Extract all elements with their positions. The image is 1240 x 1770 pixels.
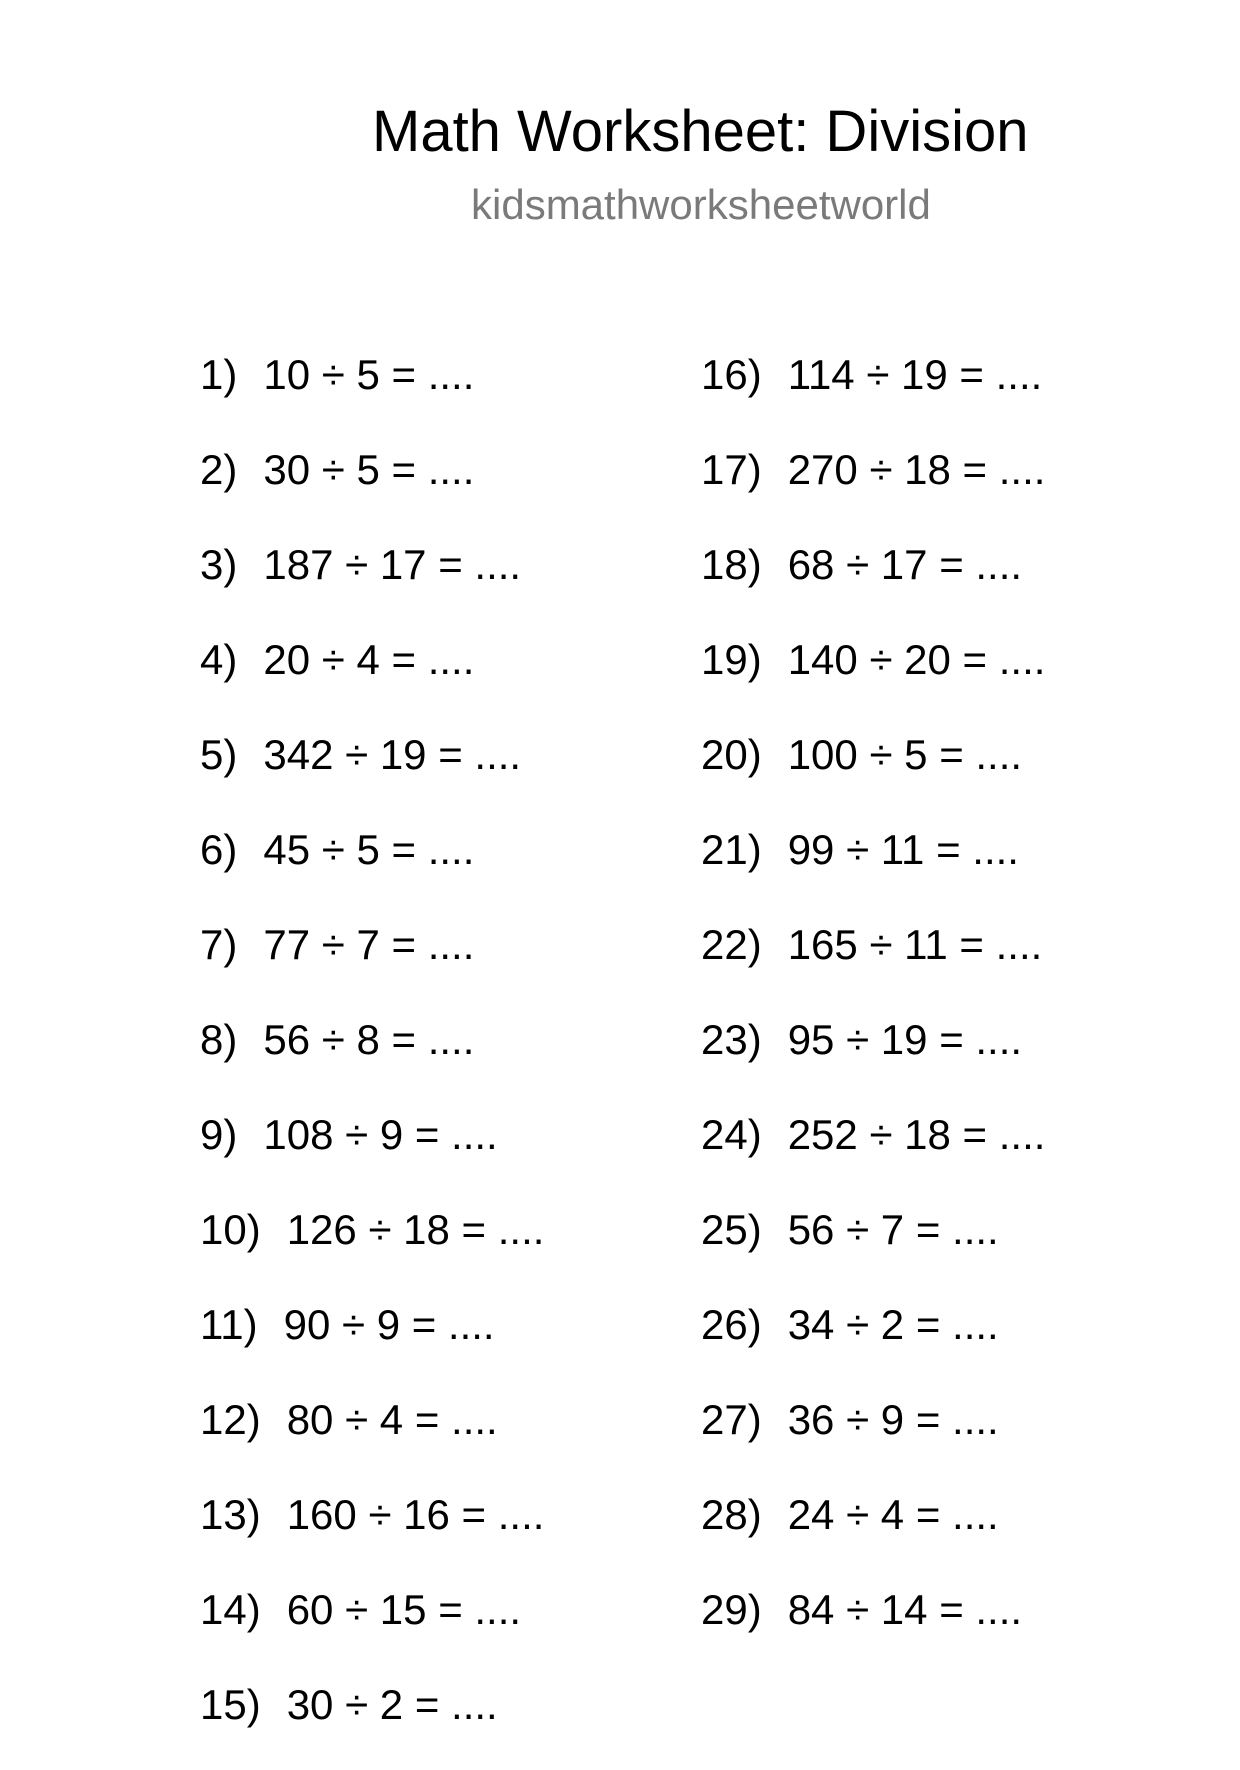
problem-item [701, 535, 1045, 630]
problem-item [701, 820, 1045, 915]
problem-item [701, 725, 1045, 820]
problem-item [200, 1580, 544, 1675]
problem-expression: 20 ÷ 4 = .... [263, 636, 475, 683]
problem-item [200, 725, 544, 820]
problem-item [701, 1200, 1045, 1295]
problem-number: 25) [701, 1206, 762, 1253]
problem-item [200, 535, 544, 630]
problem-expression: 99 ÷ 11 = .... [787, 826, 1019, 873]
problem-item [200, 630, 544, 725]
problem-number: 19) [701, 636, 762, 683]
problem-number: 24) [701, 1111, 762, 1158]
problem-item [200, 1105, 544, 1200]
problem-expression: 100 ÷ 5 = .... [787, 731, 1023, 778]
problem-expression: 160 ÷ 16 = .... [286, 1491, 545, 1538]
problem-item [701, 1485, 1045, 1580]
problem-expression: 108 ÷ 9 = .... [263, 1111, 498, 1158]
problem-number: 5) [200, 731, 238, 778]
problem-expression: 252 ÷ 18 = .... [787, 1111, 1046, 1158]
problem-expression: 77 ÷ 7 = .... [263, 921, 475, 968]
problem-number: 28) [701, 1491, 762, 1538]
problem-number: 27) [701, 1396, 762, 1443]
problem-expression: 84 ÷ 14 = .... [787, 1586, 1023, 1633]
problem-expression: 140 ÷ 20 = .... [787, 636, 1046, 683]
problem-expression: 90 ÷ 9 = .... [283, 1301, 495, 1348]
problem-expression: 60 ÷ 15 = .... [286, 1586, 522, 1633]
problem-expression: 56 ÷ 7 = .... [787, 1206, 999, 1253]
problem-number: 22) [701, 921, 762, 968]
problem-expression: 56 ÷ 8 = .... [263, 1016, 475, 1063]
problem-item [701, 1295, 1045, 1390]
problem-expression: 342 ÷ 19 = .... [263, 731, 522, 778]
problem-item [701, 630, 1045, 725]
problem-column-left [200, 345, 544, 1770]
problem-item [701, 1010, 1045, 1105]
problem-number: 8) [200, 1016, 238, 1063]
problem-column-right [701, 345, 1045, 1675]
problem-item [200, 820, 544, 915]
problem-number: 16) [701, 351, 762, 398]
problem-expression: 24 ÷ 4 = .... [787, 1491, 999, 1538]
problem-number: 29) [701, 1586, 762, 1633]
problem-item [200, 1675, 544, 1770]
problem-number: 13) [200, 1491, 261, 1538]
problem-expression: 80 ÷ 4 = .... [286, 1396, 498, 1443]
problem-item [701, 1105, 1045, 1200]
problem-item [701, 915, 1045, 1010]
problem-number: 12) [200, 1396, 261, 1443]
problem-number: 3) [200, 541, 238, 588]
problem-item [701, 1580, 1045, 1675]
problem-item [200, 1295, 544, 1390]
problem-expression: 270 ÷ 18 = .... [787, 446, 1046, 493]
page-subtitle: kidsmathworksheetworld [471, 181, 931, 228]
problem-item [200, 440, 544, 535]
problem-item [200, 345, 544, 440]
problem-number: 26) [701, 1301, 762, 1348]
problem-number: 14) [200, 1586, 261, 1633]
problem-expression: 187 ÷ 17 = .... [263, 541, 522, 588]
problem-number: 23) [701, 1016, 762, 1063]
problem-expression: 36 ÷ 9 = .... [787, 1396, 999, 1443]
problem-expression: 114 ÷ 19 = .... [787, 351, 1043, 398]
problem-item [200, 1390, 544, 1485]
problem-number: 1) [200, 351, 238, 398]
page-title: Math Worksheet: Division [372, 99, 1029, 164]
problem-number: 4) [200, 636, 238, 683]
problem-number: 20) [701, 731, 762, 778]
problem-expression: 34 ÷ 2 = .... [787, 1301, 999, 1348]
problem-number: 9) [200, 1111, 238, 1158]
problem-item [200, 1485, 544, 1580]
problem-number: 17) [701, 446, 762, 493]
problem-item [701, 1390, 1045, 1485]
problem-number: 11) [200, 1301, 258, 1348]
problem-number: 21) [701, 826, 762, 873]
problem-item [200, 1200, 544, 1295]
problem-expression: 30 ÷ 5 = .... [263, 446, 475, 493]
problem-expression: 30 ÷ 2 = .... [286, 1681, 498, 1728]
problem-expression: 165 ÷ 11 = .... [787, 921, 1043, 968]
problem-expression: 10 ÷ 5 = .... [263, 351, 475, 398]
problem-expression: 68 ÷ 17 = .... [787, 541, 1023, 588]
problem-item [701, 345, 1045, 440]
problem-item [200, 1010, 544, 1105]
problem-number: 10) [200, 1206, 261, 1253]
problem-number: 2) [200, 446, 238, 493]
problem-expression: 126 ÷ 18 = .... [286, 1206, 545, 1253]
problem-item [200, 915, 544, 1010]
problem-expression: 45 ÷ 5 = .... [263, 826, 475, 873]
problem-item [701, 440, 1045, 535]
problem-number: 7) [200, 921, 238, 968]
problem-expression: 95 ÷ 19 = .... [787, 1016, 1023, 1063]
problem-number: 18) [701, 541, 762, 588]
problem-number: 6) [200, 826, 238, 873]
problem-number: 15) [200, 1681, 261, 1728]
